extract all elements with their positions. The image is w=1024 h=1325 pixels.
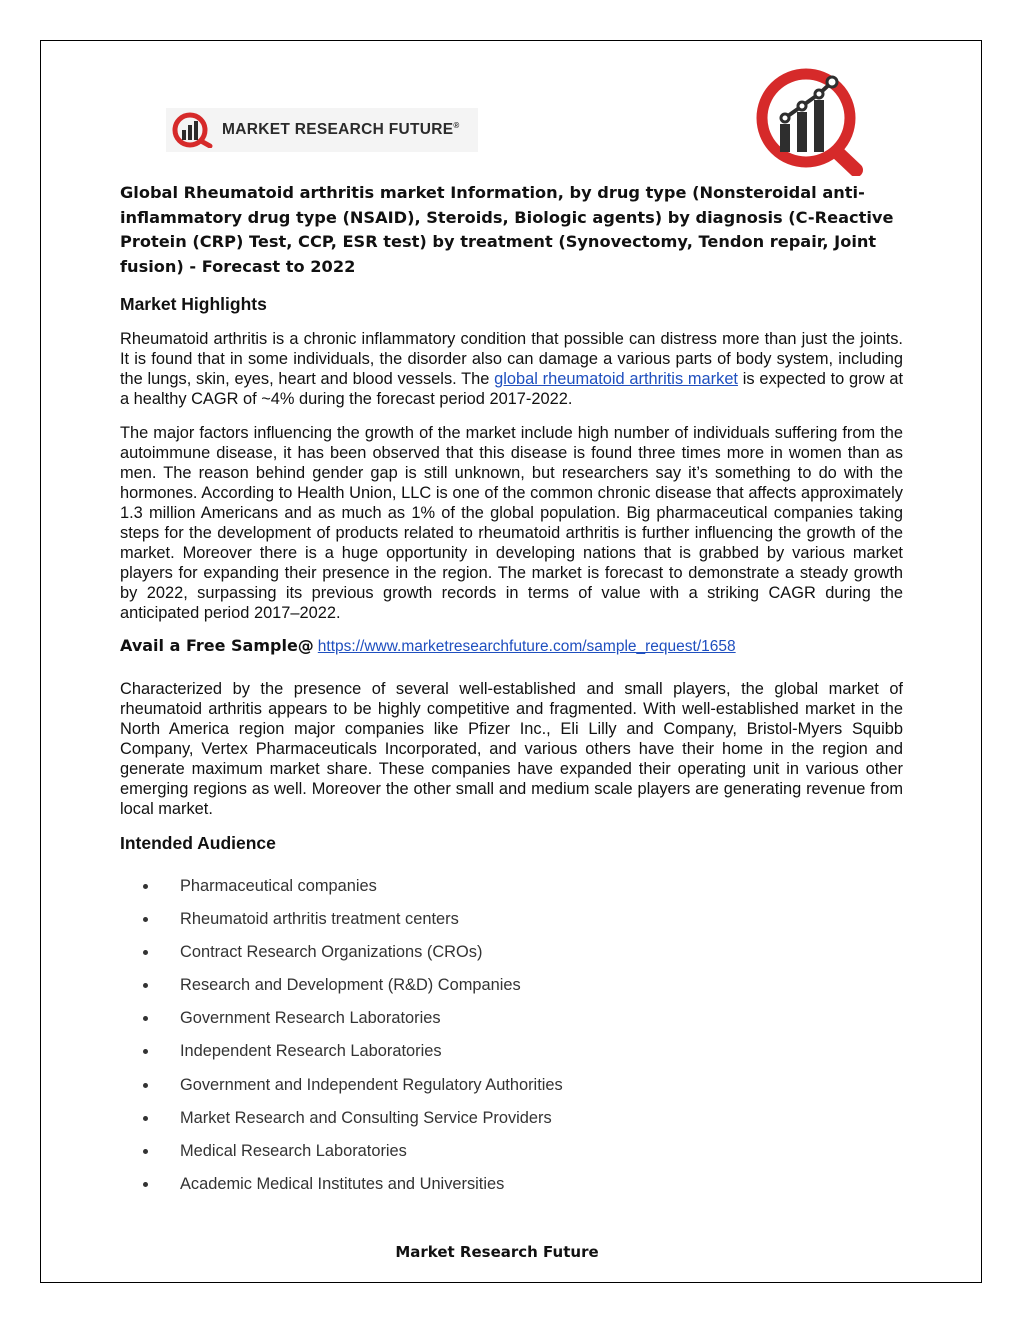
logo-brand-text: MARKET RESEARCH FUTURE® [222,120,460,139]
list-item: Government and Independent Regulatory Authorities [120,1072,563,1105]
bullet-icon [143,1016,148,1021]
market-report-link[interactable]: global rheumatoid arthritis market [494,370,738,388]
bullet-icon [143,1083,148,1088]
market-highlights-heading: Market Highlights [120,294,267,314]
page-footer [0,1243,1024,1261]
bullet-icon [143,1149,148,1154]
sample-request-link[interactable]: https://www.marketresearchfuture.com/sample_request/1658 [317,638,736,655]
bar-chart-magnifier-icon [172,112,216,148]
list-item: Rheumatoid arthritis treatment centers [120,906,563,939]
footer-text: Market Research Future [395,1243,599,1261]
company-logo [166,108,478,152]
list-item: Contract Research Organizations (CROs) [120,939,563,972]
list-item: Research and Development (R&D) Companies [120,972,563,1005]
bullet-icon [143,884,148,889]
highlights-paragraph-1: Rheumatoid arthritis is a chronic inflammatory condition that possible can distress more than just the joints. It is found that in some individuals, the disorder also can damage a various parts of body system, including the lungs, skin, eyes, heart and blood vessels. The global rheumatoid arthritis market is expected to grow at a healthy CAGR of ~4% during the forecast period 2017-2022. [120,330,903,408]
bullet-icon [143,950,148,955]
bar-chart-magnifier-icon [750,66,870,176]
bullet-icon [143,1116,148,1121]
list-item: Pharmaceutical companies [120,873,563,906]
intended-audience-heading: Intended Audience [120,833,276,853]
bullet-icon [143,983,148,988]
list-item: Independent Research Laboratories [120,1038,563,1071]
free-sample-label: Avail a Free Sample@ [120,636,314,655]
brand-emblem [750,66,870,176]
list-item: Market Research and Consulting Service Providers [120,1105,563,1138]
bullet-icon [143,1049,148,1054]
free-sample-line [120,636,736,656]
document-title: Global Rheumatoid arthritis market Information, by drug type (Nonsteroidal anti-inflammatory drug type (NSAID), Steroids, Biologic agents) by diagnosis (C-Reactive Protein (CRP) Test, CCP, ESR test) by treatment (Synovectomy, Tendon repair, Joint fusion) - Forecast to 2022 [120,183,894,276]
bullet-icon [143,1182,148,1187]
list-item: Academic Medical Institutes and Universities [120,1171,563,1204]
competition-paragraph: Characterized by the presence of several well-established and small players, the global market of rheumatoid arthritis appears to be highly competitive and fragmented. With well-established market in the North America region major companies like Pfizer Inc., Eli Lilly and Company, Bristol-Myers Squibb Company, Vertex Pharmaceuticals Incorporated, and various others have their home in the region and generate maximum market share. These companies have expanded their operating unit in various other emerging regions as well. Moreover the other small and medium scale players are generating revenue from local market. [120,680,903,818]
highlights-paragraph-2: The major factors influencing the growth of the market include high number of individuals suffering from the autoimmune disease, it has been observed that this disease is found three times more in women than as men. The reason behind gender gap is still unknown, but researchers say it’s something to do with the hormones. According to Health Union, LLC is one of the common chronic disease that affects approximately 1.3 million Americans and as much as 1% of the global population. Big pharmaceutical companies taking steps for the development of products related to rheumatoid arthritis is further influencing the growth of the market. Moreover there is a huge opportunity in developing nations that is grabbed by various market players for expanding their presence in the region. The market is forecast to demonstrate a steady growth by 2022, surpassing its previous growth records in terms of value with a striking CAGR during the anticipated period 2017–2022. [120,424,903,622]
list-item: Government Research Laboratories [120,1005,563,1038]
bullet-icon [143,917,148,922]
list-item: Medical Research Laboratories [120,1138,563,1171]
audience-list [120,873,563,1204]
